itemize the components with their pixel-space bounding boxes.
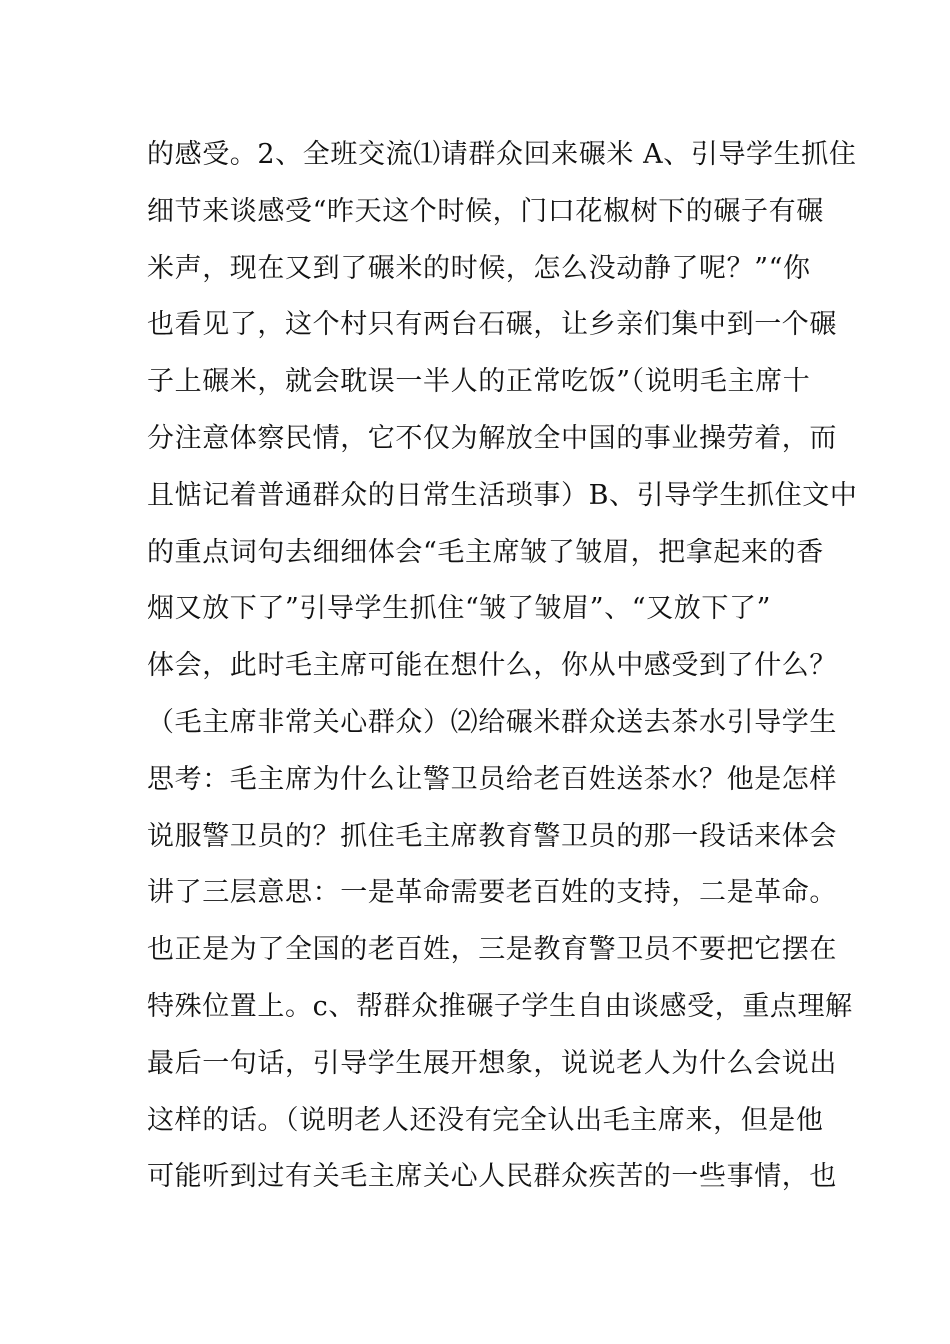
text-line: 的感受。2、全班交流⑴请群众回来碾米 A、引导学生抓住: [147, 139, 857, 170]
text-line: 且惦记着普通群众的日常生活琐事）B、引导学生抓住文中: [147, 479, 858, 511]
text-line: 体会，此时毛主席可能在想什么，你从中感受到了什么？: [147, 650, 837, 682]
text-line: 可能听到过有关毛主席关心人民群众疾苦的一些事情，也: [147, 1161, 837, 1193]
body-text: [147, 127, 858, 1206]
text-line: 最后一句话，引导学生展开想象，说说老人为什么会说出: [147, 1047, 837, 1079]
text-line: 特殊位置上。c、帮群众推碾子学生自由谈感受，重点理解: [147, 990, 853, 1022]
text-line: 这样的话。（说明老人还没有完全认出毛主席来，但是他: [147, 1104, 824, 1136]
text-line: 米声，现在又到了碾米的时候，怎么没动静了呢？”“你: [147, 252, 811, 284]
text-line: 思考：毛主席为什么让警卫员给老百姓送茶水？他是怎样: [147, 763, 837, 795]
text-line: 子上碾米，就会耽误一半人的正常吃饭”（说明毛主席十: [147, 366, 811, 398]
text-line: 也正是为了全国的老百姓，三是教育警卫员不要把它摆在: [147, 934, 837, 966]
text-line: 烟又放下了”引导学生抓住“皱了皱眉”、“又放下了”: [147, 593, 772, 625]
text-line: 的重点词句去细细体会“毛主席皱了皱眉，把拿起来的香: [147, 536, 824, 568]
text-line: 也看见了，这个村只有两台石碾，让乡亲们集中到一个碾: [147, 309, 837, 341]
text-line: 分注意体察民情，它不仅为解放全中国的事业操劳着，而: [147, 422, 837, 454]
text-line: （毛主席非常关心群众）⑵给碾米群众送去茶水引导学生: [147, 706, 837, 738]
text-line: 细节来谈感受“昨天这个时候，门口花椒树下的碾子有碾: [147, 195, 824, 227]
text-line: 说服警卫员的？抓住毛主席教育警卫员的那一段话来体会: [147, 820, 837, 852]
text-line: 讲了三层意思：一是革命需要老百姓的支持，二是革命。: [147, 877, 837, 909]
